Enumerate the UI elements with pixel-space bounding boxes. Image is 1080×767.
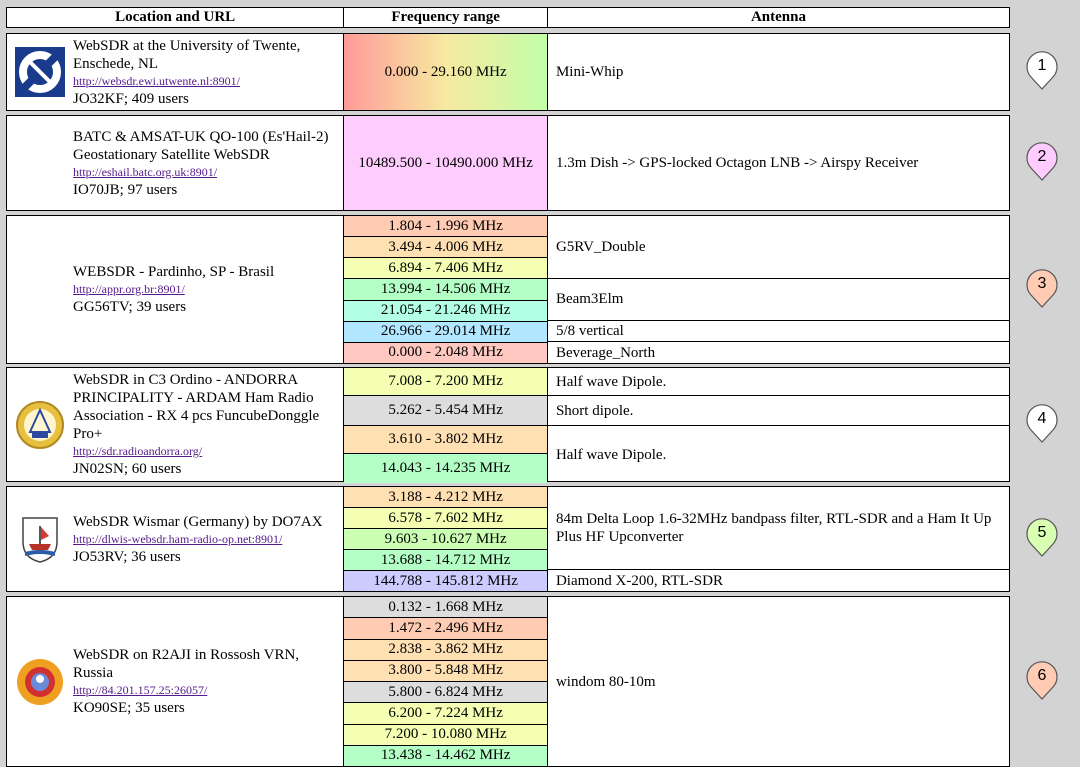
antenna-description: Mini-Whip bbox=[555, 64, 624, 80]
frequency-range[interactable]: 6.894 - 7.406 MHz bbox=[344, 258, 547, 279]
antenna-column bbox=[548, 216, 1009, 363]
websdr-title: WebSDR in C3 Ordino - ANDORRA PRINCIPALITY - ARDAM Ham Radio Association - RX 4 pcs FuncubeDonggle Pro+ bbox=[73, 372, 320, 442]
frequency-range[interactable]: 7.200 - 10.080 MHz bbox=[344, 725, 547, 746]
frequency-range[interactable]: 3.188 - 4.212 MHz bbox=[344, 487, 547, 508]
antenna-description: Half wave Dipole. bbox=[555, 446, 667, 463]
locator-users: JO53RV; 36 users bbox=[73, 548, 181, 565]
header-antenna: Antenna bbox=[750, 9, 806, 25]
antenna-description: 5/8 vertical bbox=[548, 321, 1009, 343]
websdr-link[interactable]: http://websdr.ewi.utwente.nl:8901/ bbox=[73, 73, 240, 88]
antenna-column bbox=[548, 34, 1009, 110]
websdr-link[interactable]: http://84.201.157.25:26057/ bbox=[73, 683, 208, 697]
frequency-range[interactable]: 144.788 - 145.812 MHz bbox=[344, 571, 547, 591]
websdr-link[interactable]: http://eshail.batc.org.uk:8901/ bbox=[73, 164, 218, 179]
frequency-range[interactable]: 6.578 - 7.602 MHz bbox=[344, 508, 547, 529]
location-cell bbox=[7, 116, 344, 210]
frequency-range[interactable]: 21.054 - 21.246 MHz bbox=[344, 301, 547, 322]
websdr-title: WEBSDR - Pardinho, SP - Brasil bbox=[73, 264, 275, 280]
location-cell bbox=[7, 368, 344, 481]
location-cell bbox=[7, 597, 344, 766]
frequency-range[interactable]: 13.994 - 14.506 MHz bbox=[344, 279, 547, 300]
frequency-range[interactable]: 6.200 - 7.224 MHz bbox=[344, 703, 547, 724]
websdr-title: WebSDR on R2AJI in Rossosh VRN, Russia bbox=[73, 647, 300, 681]
antenna-description: Beverage_North bbox=[555, 344, 656, 361]
frequency-range[interactable]: 2.838 - 3.862 MHz bbox=[344, 640, 547, 661]
websdr-entry bbox=[6, 215, 1010, 364]
websdr-title: WebSDR at the University of Twente, Enschede, NL bbox=[73, 37, 301, 72]
websdr-entry bbox=[6, 115, 1010, 211]
marker-number: 4 bbox=[1037, 409, 1047, 427]
frequency-column bbox=[344, 216, 548, 363]
frequency-range[interactable]: 1.804 - 1.996 MHz bbox=[344, 216, 547, 237]
frequency-column bbox=[344, 34, 548, 110]
marker-number: 1 bbox=[1037, 57, 1047, 74]
frequency-range[interactable]: 9.603 - 10.627 MHz bbox=[344, 529, 547, 550]
antenna-description: Short dipole. bbox=[548, 396, 1009, 426]
map-marker-icon[interactable] bbox=[1025, 403, 1059, 443]
utwente-logo-icon bbox=[15, 47, 65, 97]
websdr-entry bbox=[6, 33, 1010, 111]
antenna-description: 1.3m Dish -> GPS-locked Octagon LNB -> Airspy Receiver bbox=[555, 155, 919, 171]
locator-users: JO32KF; 409 users bbox=[73, 90, 189, 107]
frequency-range[interactable]: 0.132 - 1.668 MHz bbox=[344, 597, 547, 618]
frequency-range[interactable]: 3.610 - 3.802 MHz bbox=[344, 426, 547, 454]
websdr-title: WebSDR Wismar (Germany) by DO7AX bbox=[73, 513, 323, 530]
antenna-description: G5RV_Double bbox=[548, 216, 1009, 279]
ardam-logo-icon bbox=[15, 400, 65, 450]
table-header bbox=[6, 7, 1010, 28]
websdr-entry bbox=[6, 367, 1010, 482]
map-marker-icon[interactable] bbox=[1025, 141, 1059, 181]
locator-users: KO90SE; 35 users bbox=[73, 700, 185, 716]
frequency-column bbox=[344, 116, 548, 210]
location-cell bbox=[7, 487, 344, 591]
websdr-title: BATC & AMSAT-UK QO-100 (Es'Hail-2) Geostationary Satellite WebSDR bbox=[73, 128, 329, 163]
antenna-description: Diamond X-200, RTL-SDR bbox=[555, 572, 723, 589]
frequency-range[interactable]: 5.800 - 6.824 MHz bbox=[344, 682, 547, 703]
frequency-range[interactable]: 0.000 - 2.048 MHz bbox=[344, 343, 547, 363]
antenna-description: Half wave Dipole. bbox=[548, 368, 1009, 396]
websdr-link[interactable]: http://appr.org.br:8901/ bbox=[73, 282, 185, 296]
r2aji-logo-icon bbox=[15, 657, 65, 707]
frequency-range[interactable]: 13.688 - 14.712 MHz bbox=[344, 550, 547, 571]
marker-number: 5 bbox=[1037, 524, 1047, 541]
websdr-link[interactable]: http://sdr.radioandorra.org/ bbox=[73, 444, 203, 458]
frequency-range[interactable]: 3.494 - 4.006 MHz bbox=[344, 237, 547, 258]
frequency-range[interactable]: 13.438 - 14.462 MHz bbox=[344, 746, 547, 766]
antenna-description: Beam3Elm bbox=[548, 279, 1009, 321]
antenna-column bbox=[548, 368, 1009, 481]
wismar-crest-icon bbox=[15, 514, 65, 564]
frequency-range[interactable]: 14.043 - 14.235 MHz bbox=[344, 454, 547, 483]
frequency-range[interactable]: 1.472 - 2.496 MHz bbox=[344, 618, 547, 639]
websdr-link[interactable]: http://dlwis-websdr.ham-radio-op.net:8901/ bbox=[73, 531, 283, 546]
locator-users: JN02SN; 60 users bbox=[73, 461, 182, 477]
frequency-range[interactable]: 3.800 - 5.848 MHz bbox=[344, 661, 547, 682]
map-marker-icon[interactable] bbox=[1025, 660, 1059, 700]
frequency-column bbox=[344, 597, 548, 766]
location-cell bbox=[7, 34, 344, 110]
antenna-column bbox=[548, 116, 1009, 210]
header-location: Location and URL bbox=[7, 8, 344, 27]
frequency-range[interactable]: 7.008 - 7.200 MHz bbox=[344, 368, 547, 396]
header-frequency: Frequency range bbox=[344, 8, 548, 27]
websdr-entry bbox=[6, 486, 1010, 592]
marker-number: 2 bbox=[1037, 148, 1047, 165]
frequency-range[interactable]: 10489.500 - 10490.000 MHz bbox=[344, 116, 547, 210]
frequency-column bbox=[344, 487, 548, 591]
frequency-range[interactable]: 5.262 - 5.454 MHz bbox=[344, 396, 547, 426]
map-marker-icon[interactable] bbox=[1025, 517, 1059, 557]
locator-users: IO70JB; 97 users bbox=[73, 181, 178, 198]
frequency-column bbox=[344, 368, 548, 481]
marker-number: 6 bbox=[1037, 666, 1047, 684]
antenna-description: 84m Delta Loop 1.6-32MHz bandpass filter, RTL-SDR and a Ham It Up Plus HF Upconverter bbox=[548, 487, 1009, 570]
frequency-range[interactable]: 0.000 - 29.160 MHz bbox=[344, 34, 547, 110]
antenna-column bbox=[548, 487, 1009, 591]
map-marker-icon[interactable] bbox=[1025, 50, 1059, 90]
websdr-entry bbox=[6, 596, 1010, 767]
marker-number: 3 bbox=[1037, 274, 1047, 292]
frequency-range[interactable]: 26.966 - 29.014 MHz bbox=[344, 322, 547, 343]
map-marker-icon[interactable] bbox=[1025, 268, 1059, 308]
locator-users: GG56TV; 39 users bbox=[73, 299, 187, 315]
location-cell bbox=[7, 216, 344, 363]
antenna-column bbox=[548, 597, 1009, 766]
antenna-description: windom 80-10m bbox=[555, 673, 656, 690]
